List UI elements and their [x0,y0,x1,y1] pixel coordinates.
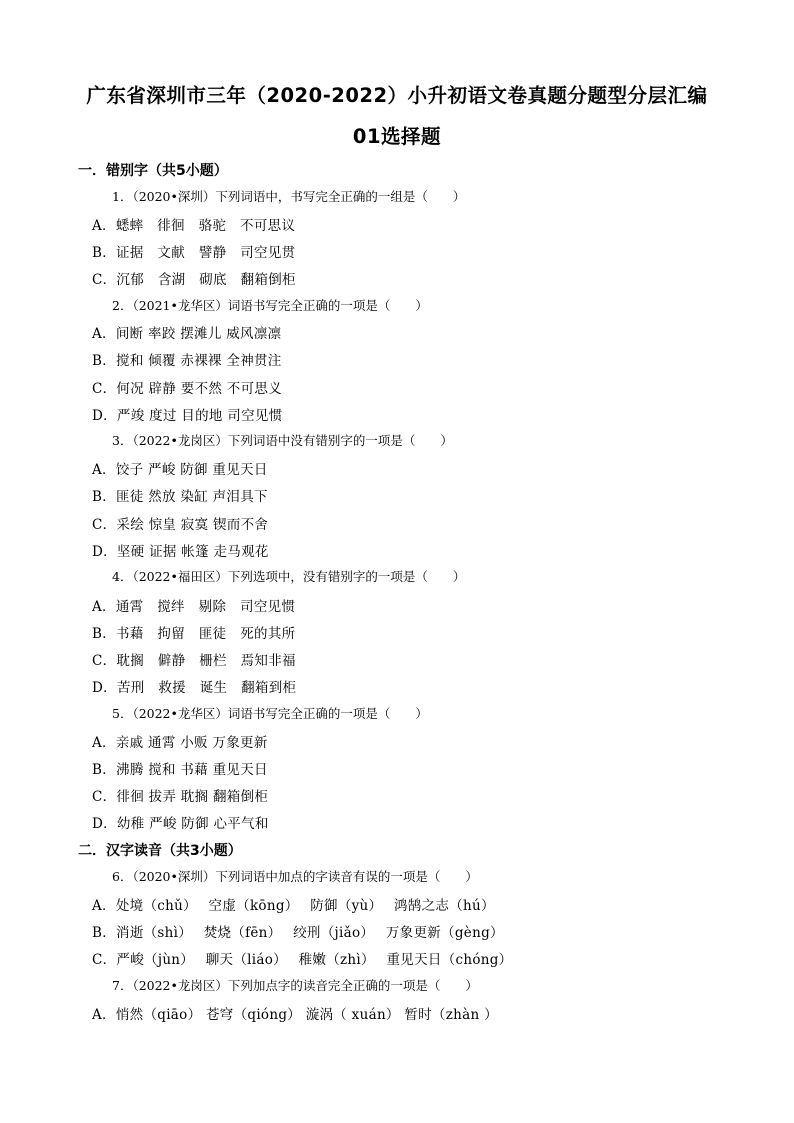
document-title: 广东省深圳市三年（2020-2022）小升初语文卷真题分题型分层汇编 [86,84,708,107]
option-a: A．蟋蟀 徘徊 骆驼 不可思议 [92,218,296,234]
question-stem: 7．（2022•龙岗区）下列加点字的读音完全正确的一项是（ ） [112,978,478,993]
option-b: B．消逝（shì） 焚烧（fēn） 绞刑（jiǎo） 万象更新（gèng） [92,925,504,941]
option-c: C．耽搁 僻静 栅栏 焉知非福 [92,653,296,669]
option-a: A．亲戚 通霄 小贩 万象更新 [92,735,268,751]
option-c: C．采绘 惊皇 寂寞 锲而不舍 [92,517,269,533]
option-d: D．坚硬 证据 帐篷 走马观花 [92,544,269,560]
question-stem: 3．（2022•龙岗区）下列词语中没有错别字的一项是（ ） [112,433,453,448]
option-c: C．徘徊 拔弄 耽搁 翻箱倒柜 [92,789,269,805]
option-b: B．书藉 拘留 匪徒 死的其所 [92,626,296,642]
option-b: B．证据 文献 譬静 司空见贯 [92,245,296,261]
section-heading: 一．错别字（共5小题） [78,163,228,179]
document-subtitle: 01选择题 [352,125,442,148]
option-c: C．沉郁 含湖 砌底 翻箱倒柜 [92,272,296,288]
option-b: B．搅和 倾覆 赤裸裸 全神贯注 [92,353,282,369]
option-d: D．严竣 度过 目的地 司空见惯 [92,408,283,424]
option-b: B．沸腾 搅和 书藉 重见天日 [92,762,268,778]
option-c: C．严峻（jùn） 聊天（liáo） 稚嫩（zhì） 重见天日（chóng） [92,952,513,968]
option-b: B．匪徒 然放 染缸 声泪具下 [92,489,268,505]
option-d: D．幼稚 严峻 防御 心平气和 [92,816,269,832]
question-stem: 5．（2022•龙华区）词语书写完全正确的一项是（ ） [112,706,428,721]
option-a: A．间断 率跤 摆滩儿 威风凛凛 [92,326,282,342]
question-stem: 4．（2022•福田区）下列选项中，没有错别字的一项是（ ） [112,569,466,584]
section-heading: 二．汉字读音（共3小题） [78,843,242,859]
question-stem: 1．（2020•深圳）下列词语中，书写完全正确的一组是（ ） [112,189,466,204]
option-d: D．苦刑 救援 诞生 翻箱到柜 [92,680,297,696]
option-c: C．何况 辟静 要不然 不可思义 [92,381,283,397]
question-stem: 6．（2020•深圳）下列词语中加点的字读音有误的一项是（ ） [112,869,478,884]
option-a: A．悄然（qiāo） 苍穹（qióng） 漩涡（ xuán） 暂时（zhàn ） [92,1007,498,1023]
question-stem: 2．（2021•龙华区）词语书写完全正确的一项是（ ） [112,298,428,313]
option-a: A．饺子 严峻 防御 重见天日 [92,462,268,478]
option-a: A．通霄 搅绊 剔除 司空见惯 [92,599,296,615]
option-a: A．处境（chǔ） 空虚（kōng） 防御（yù） 鸿鹄之志（hú） [92,898,495,914]
